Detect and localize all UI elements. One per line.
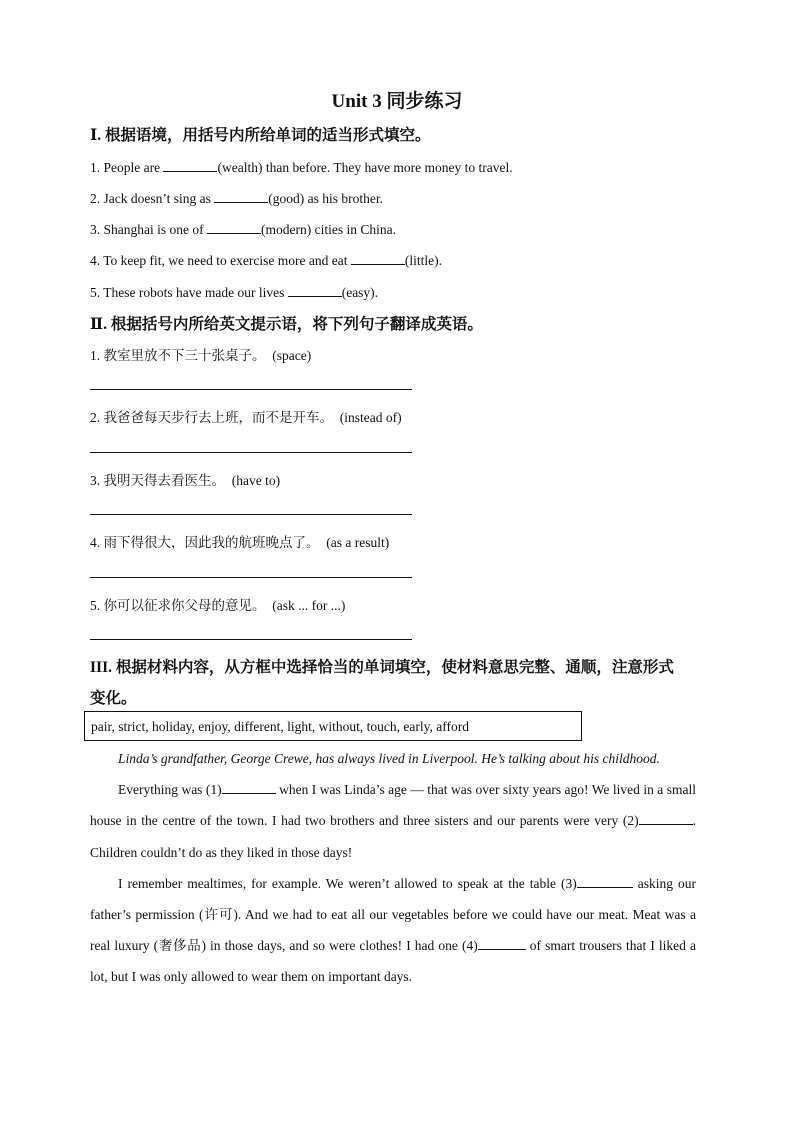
paragraph-text: when I was Linda’s age — that was over sixty years ago! We lived in a small house in the centre of the town. I had two brothers and three sisters and our parents were very (2) <box>90 782 696 829</box>
paragraph-text: I remember mealtimes, for example. We weren’t allowed to speak at the table (3) <box>118 875 577 891</box>
page-title: Unit 3 同步练习 <box>331 91 463 112</box>
english-hint: (have to) <box>231 473 281 488</box>
english-hint: (as a result) <box>326 535 390 550</box>
chinese-sentence: 5. 你可以征求你父母的意见。 <box>90 598 266 613</box>
blank-line <box>163 157 217 172</box>
word-bank-box <box>84 711 582 741</box>
section-2-heading: Ⅱ. 根据括号内所给英文提示语，将下列句子翻译成英语。 <box>90 316 483 333</box>
item-text-after: (modern) cities in China. <box>261 222 396 237</box>
blank-line <box>214 188 268 203</box>
item-text-before: 1. People are <box>90 160 164 175</box>
item-text-after: (little). <box>404 253 442 268</box>
passage <box>90 743 696 993</box>
section-3-heading: III. 根据材料内容，从方框中选择恰当的单词填空，使材料意思完整、通顺，注意形式 <box>90 659 674 676</box>
item-text-before: 3. Shanghai is one of <box>90 222 207 237</box>
paragraph-text: . Children couldn’t do as they liked in those days! <box>90 813 696 860</box>
blank-line <box>207 219 261 234</box>
paragraph-text: Everything was (1) <box>118 782 222 798</box>
answer-line <box>90 577 412 578</box>
blank-line <box>351 250 405 265</box>
paragraph-text: asking our father’s permission (许可). And we had to eat all our vegetables before we could have our meat. Meat was a real luxury (奢侈品) in those days, and so were clothes! I had one (4) <box>90 875 696 954</box>
fill-blank-item-1 <box>90 157 513 176</box>
translation-item-3 <box>90 469 280 489</box>
answer-line <box>90 639 412 640</box>
paragraph-text: of smart trousers that I liked a lot, but I was only allowed to wear them on important days. <box>90 938 696 985</box>
section-1-heading: Ⅰ. 根据语境，用括号内所给单词的适当形式填空。 <box>90 127 431 144</box>
answer-line <box>90 514 412 515</box>
translation-item-4 <box>90 531 389 551</box>
item-text-before: 5. These robots have made our lives <box>90 285 288 300</box>
item-text-after: (good) as his brother. <box>268 191 383 206</box>
fill-blank-item-5 <box>90 282 378 301</box>
passage-paragraph-1 <box>90 774 696 868</box>
item-text-after: (easy). <box>341 285 379 300</box>
translation-item-5 <box>90 594 345 614</box>
english-hint: (instead of) <box>339 410 402 425</box>
chinese-sentence: 2. 我爸爸每天步行去上班，而不是开车。 <box>90 410 333 425</box>
translation-item-1 <box>90 344 311 364</box>
blank-line <box>639 810 693 825</box>
section-3-heading-cont: 变化。 <box>90 690 137 707</box>
fill-blank-item-2 <box>90 188 383 207</box>
fill-blank-item-4 <box>90 250 442 269</box>
chinese-sentence: 3. 我明天得去看医生。 <box>90 473 225 488</box>
answer-line <box>90 389 412 390</box>
passage-paragraph-2 <box>90 868 696 993</box>
chinese-sentence: 4. 雨下得很大，因此我的航班晚点了。 <box>90 535 320 550</box>
english-hint: (space) <box>272 348 312 363</box>
answer-line <box>90 452 412 453</box>
item-text-before: 2. Jack doesn’t sing as <box>90 191 215 206</box>
passage-intro: Linda’s grandfather, George Crewe, has always lived in Liverpool. He’s talking about his childhood. <box>118 751 660 766</box>
english-hint: (ask ... for ...) <box>272 598 346 613</box>
blank-line <box>478 935 526 950</box>
item-text-after: (wealth) than before. They have more money to travel. <box>217 160 513 175</box>
item-text-before: 4. To keep fit, we need to exercise more and eat <box>90 253 351 268</box>
word-bank-list: pair, strict, holiday, enjoy, different, light, without, touch, early, afford <box>91 719 469 734</box>
chinese-sentence: 1. 教室里放不下三十张桌子。 <box>90 348 266 363</box>
fill-blank-item-3 <box>90 219 396 238</box>
blank-line <box>288 282 342 297</box>
blank-line <box>222 779 276 794</box>
blank-line <box>577 873 633 888</box>
translation-item-2 <box>90 406 402 426</box>
